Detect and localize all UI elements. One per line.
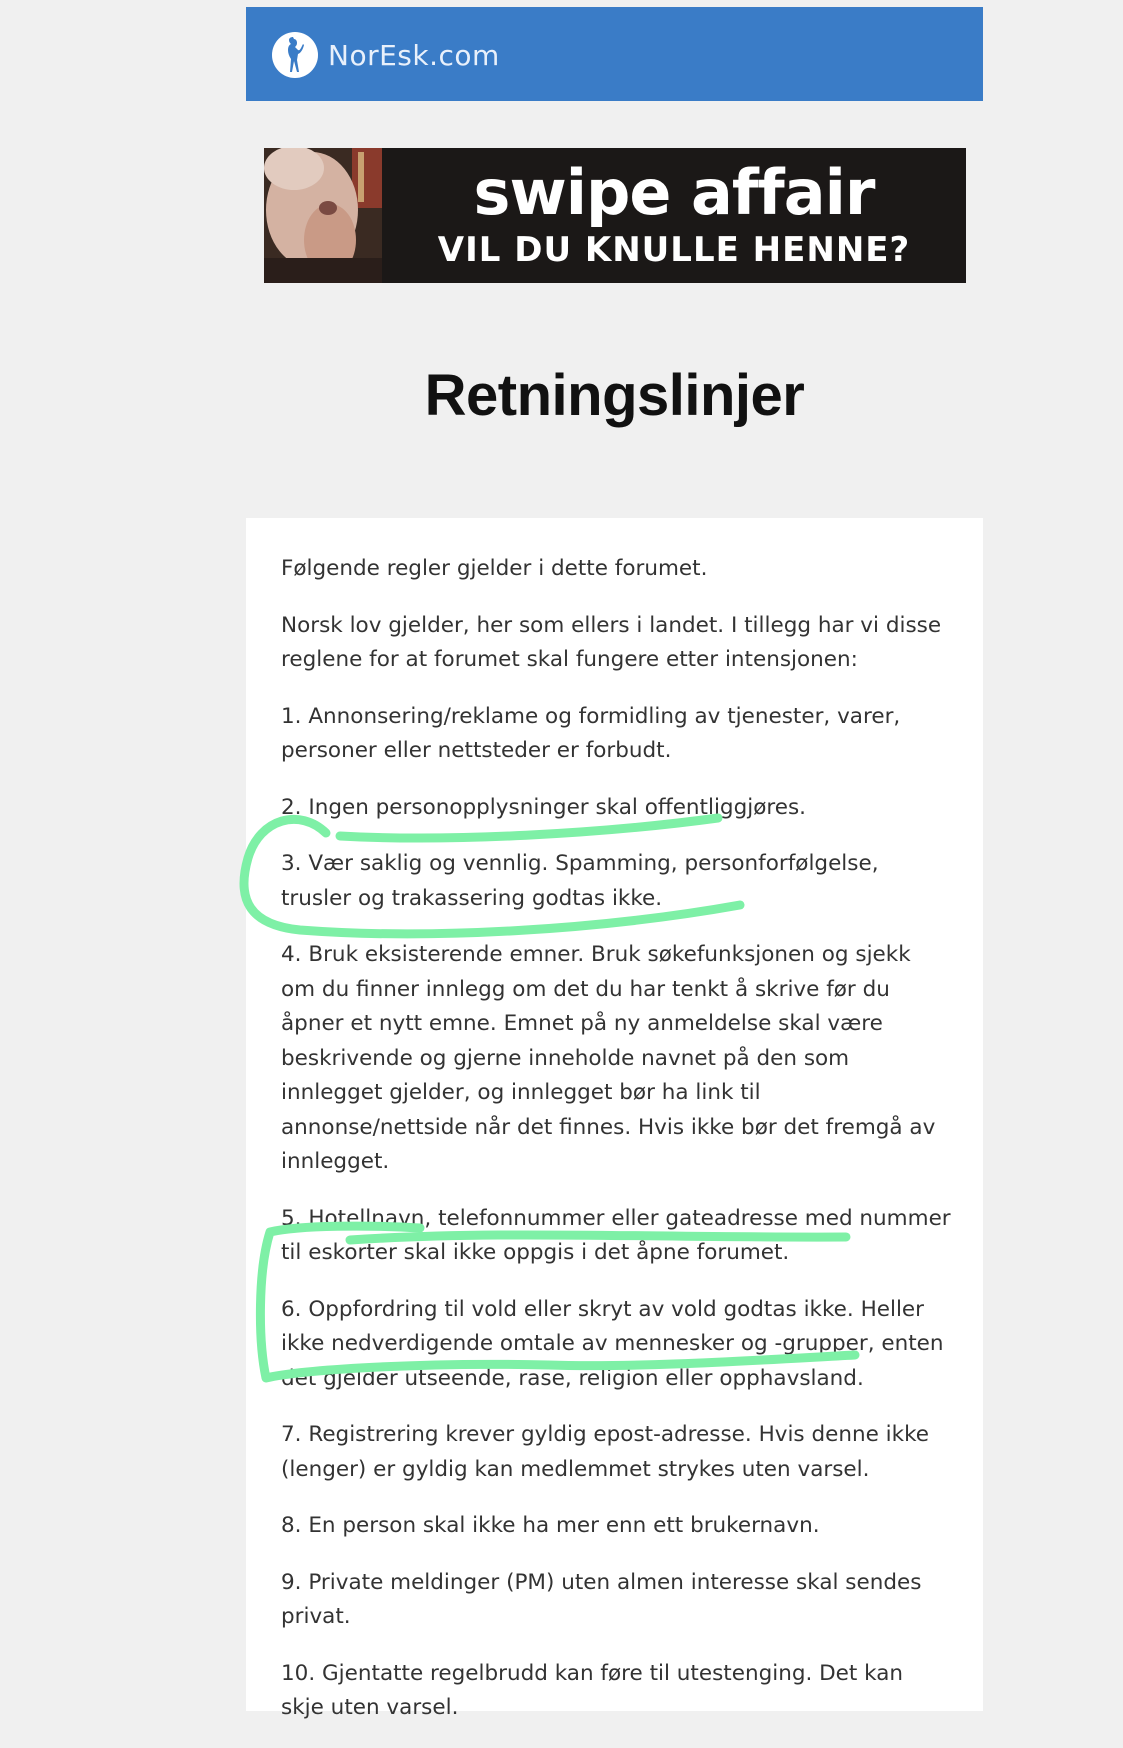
rules-text [281,552,951,1748]
site-header [246,7,983,101]
rule-7: 7. Registrering krever gyldig epost-adresse. Hvis denne ikke (lenger) er gyldig kan medlemmet strykes uten varsel. [281,1422,929,1482]
rule-5: 5. Hotellnavn, telefonnummer eller gateadresse med nummer til eskorter skal ikke oppgis i det åpne forumet. [281,1205,951,1265]
silhouette-icon [272,32,318,78]
rule-8: 8. En person skal ikke ha mer enn ett brukernavn. [281,1513,820,1538]
rules-preamble: Norsk lov gjelder, her som ellers i landet. I tillegg har vi disse reglene for at forumet skal fungere etter intensjonen: [281,612,942,672]
banner-tagline: VIL DU KNULLE HENNE? [437,230,911,270]
rules-intro: Følgende regler gjelder i dette forumet. [281,556,708,581]
rule-10: 10. Gjentatte regelbrudd kan føre til utestenging. Det kan skje uten varsel. [281,1660,904,1720]
rule-1: 1. Annonsering/reklame og formidling av tjenester, varer, personer eller nettsteder er forbudt. [281,703,901,763]
rule-3: 3. Vær saklig og vennlig. Spamming, personforfølgelse, trusler og trakassering godtas ikke. [281,851,879,911]
rule-2: 2. Ingen personopplysninger skal offentliggjøres. [281,794,806,820]
banner-brand: swipe affair [473,156,875,229]
page-title: Retningslinjer [424,363,805,428]
rule-6: 6. Oppfordring til vold eller skryt av vold godtas ikke. Heller ikke nedverdigende omtale av mennesker og -grupper, enten det gjelder utseende, rase, religion eller opphavsland. [281,1296,944,1391]
rule-9: 9. Private meldinger (PM) uten almen interesse skal sendes privat. [281,1569,922,1629]
rule-4: 4. Bruk eksisterende emner. Bruk søkefunksjonen og sjekk om du finner innlegg om det du har tenkt å skrive før du åpner et nytt emne. Emnet på ny anmeldelse skal være beskrivende og gjerne inneholde navnet på den som innlegget gjelder, og innlegget bør ha link til annonse/nettside når det finnes. Hvis ikke bør det fremgå av innlegget. [281,942,936,1174]
ad-banner[interactable] [264,148,966,283]
rules-content [246,518,983,1720]
logo-text: NorEsk.com [328,38,500,72]
banner-photo [264,148,382,283]
site-logo[interactable] [272,32,500,78]
